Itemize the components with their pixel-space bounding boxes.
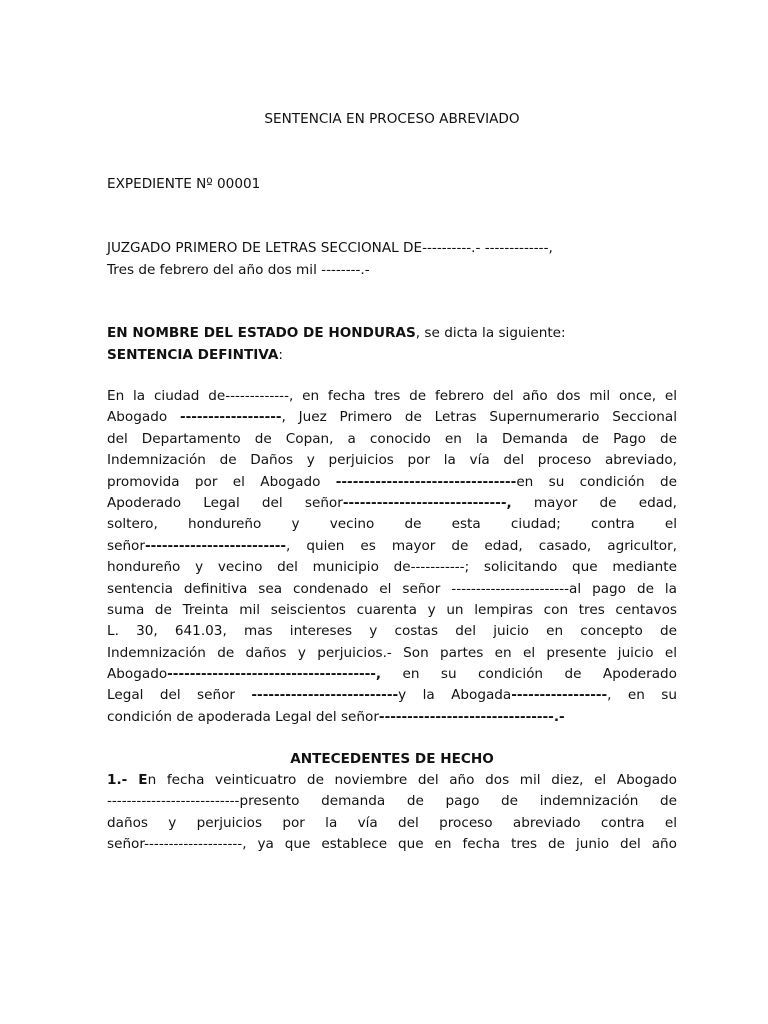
court-header <box>107 237 553 281</box>
text-run: Abogado <box>107 409 180 426</box>
preamble-bold: EN NOMBRE DEL ESTADO DE HONDURAS <box>107 325 416 341</box>
paragraph-line: suma de Treinta mil seiscientos cuarenta y un lempiras con tres centavos <box>107 601 677 618</box>
text-run: señor <box>107 537 145 554</box>
paragraph-line <box>107 472 677 493</box>
antecedentes-paragraph <box>107 770 677 856</box>
paragraph-line: soltero, hondureño y vecino de esta ciudad; contra el <box>107 516 677 533</box>
paragraph-line: ---------------------------presento demanda de pago de indemnización de <box>107 793 677 810</box>
paragraph-line <box>107 493 677 514</box>
paragraph-line: hondureño y vecino del municipio de-----------; solicitando que mediante <box>107 559 677 576</box>
text-run: Legal del señor <box>107 687 252 704</box>
paragraph-line: Indemnización de daños y perjuicios.- Son partes en el presente juicio el <box>107 644 677 661</box>
redacted-name: ------------------------- <box>144 537 287 554</box>
sentence-preamble <box>107 322 566 366</box>
text-run: y la Abogada <box>398 687 512 704</box>
body-paragraph <box>107 386 677 728</box>
paragraph-line <box>107 770 677 791</box>
section-heading: ANTECEDENTES DE HECHO <box>290 751 494 767</box>
redacted-name: -------------------------------------, <box>167 666 382 683</box>
expediente-number: EXPEDIENTE Nº 00001 <box>107 176 261 192</box>
text-run: n fecha veinticuatro de noviembre del año dos mil diez, el Abogado <box>147 772 677 788</box>
redacted-name: -------------------------------.- <box>378 708 565 725</box>
text-run: en su condición de Apoderado <box>381 666 677 683</box>
text-run: , Juez Primero de Letras Supernumerario Seccional <box>281 409 677 426</box>
paragraph-line <box>107 536 677 557</box>
paragraph-line: daños y perjuicios por la vía del proceso abreviado contra el <box>107 814 677 831</box>
redacted-name: -------------------------------- <box>335 473 517 490</box>
text-run: condición de apoderada Legal del señor <box>107 708 379 725</box>
paragraph-line <box>107 707 677 728</box>
paragraph-line: señor--------------------, ya que establece que en fecha tres de junio del año <box>107 836 677 853</box>
text-run: , en su <box>607 687 677 704</box>
text-run: Apoderado Legal del señor <box>107 494 343 511</box>
paragraph-line: sentencia definitiva sea condenado el señor ------------------------al pago de la <box>107 580 677 597</box>
text-run: mayor de edad, <box>511 494 677 511</box>
redacted-name: -----------------------------, <box>342 494 512 511</box>
sentencia-colon: : <box>278 347 284 363</box>
paragraph-line: del Departamento de Copan, a conocido en la Demanda de Pago de <box>107 430 677 447</box>
redacted-name: ----------------- <box>511 687 608 704</box>
court-date-line: Tres de febrero del año dos mil --------.- <box>107 262 370 278</box>
text-run: Abogado <box>107 666 168 683</box>
preamble-text: , se dicta la siguiente: <box>415 325 566 341</box>
sentencia-heading: SENTENCIA DEFINTIVA <box>107 347 279 363</box>
item-number: 1.- E <box>107 772 148 788</box>
redacted-name: -------------------------- <box>251 687 399 704</box>
text-run: , quien es mayor de edad, casado, agricultor, <box>286 537 677 554</box>
document-title: SENTENCIA EN PROCESO ABREVIADO <box>264 111 520 127</box>
paragraph-line: En la ciudad de-------------, en fecha tres de febrero del año dos mil once, el <box>107 388 677 404</box>
paragraph-line: L. 30, 641.03, mas intereses y costas del juicio en concepto de <box>107 623 677 640</box>
paragraph-line <box>107 407 677 428</box>
court-line: JUZGADO PRIMERO DE LETRAS SECCIONAL DE----------.- -------------, <box>107 240 553 256</box>
preamble-line <box>107 322 566 344</box>
text-run: en su condición de <box>516 473 677 490</box>
sentencia-heading-line <box>107 344 566 366</box>
paragraph-line <box>107 685 677 706</box>
text-run: promovida por el Abogado <box>107 473 336 490</box>
redacted-name: ------------------ <box>179 409 282 426</box>
paragraph-line <box>107 664 677 685</box>
paragraph-line: Indemnización de Daños y perjuicios por la vía del proceso abreviado, <box>107 452 677 469</box>
